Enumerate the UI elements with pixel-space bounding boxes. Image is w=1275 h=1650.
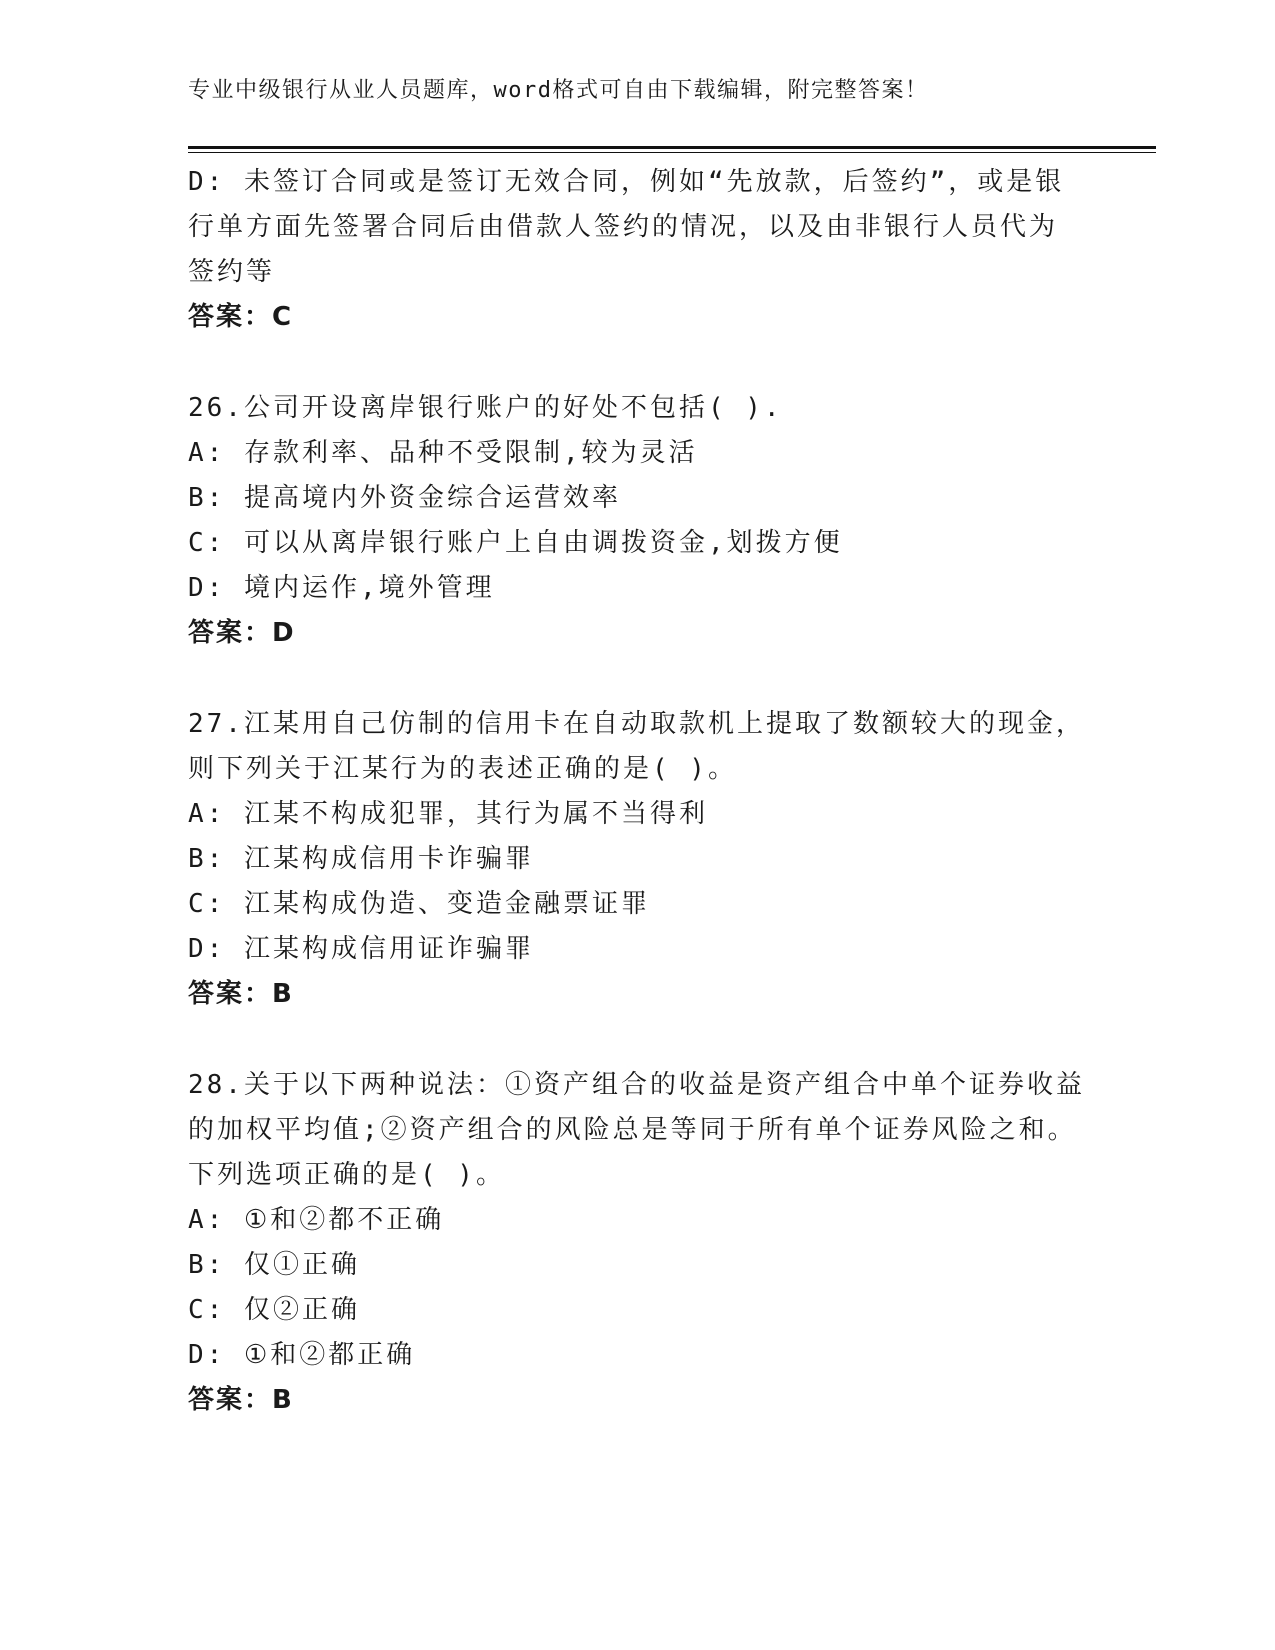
- page-header: 专业中级银行从业人员题库，word格式可自由下载编辑，附完整答案！: [188, 78, 929, 103]
- answer-line: 答案：D: [188, 618, 296, 648]
- option-d-line: 行单方面先签署合同后由借款人签约的情况，以及由非银行人员代为: [188, 212, 1059, 242]
- question-26: [188, 386, 1088, 656]
- option-b: B: 提高境内外资金综合运营效率: [188, 483, 621, 513]
- question-27: [188, 702, 1088, 1017]
- question-stem: 则下列关于江某行为的表述正确的是( )。: [188, 754, 737, 784]
- option-a: A: 存款利率、品种不受限制,较为灵活: [188, 438, 698, 468]
- answer-line: 答案：B: [188, 1385, 294, 1415]
- question-content: [188, 160, 1088, 1423]
- question-stem: 26.公司开设离岸银行账户的好处不包括( ).: [188, 393, 783, 423]
- answer-line: 答案：C: [188, 302, 294, 332]
- question-stem: 下列选项正确的是( )。: [188, 1160, 505, 1190]
- header-rule-thick: [188, 146, 1156, 149]
- option-a: A: 江某不构成犯罪，其行为属不当得利: [188, 799, 708, 829]
- question-stem: 的加权平均值;②资产组合的风险总是等同于所有单个证券风险之和。: [188, 1115, 1077, 1145]
- option-d: D: 境内运作,境外管理: [188, 573, 495, 603]
- option-d: D: ①和②都正确: [188, 1340, 416, 1370]
- option-c: C: 仅②正确: [188, 1295, 360, 1325]
- option-d: D: 江某构成信用证诈骗罪: [188, 934, 534, 964]
- option-b: B: 仅①正确: [188, 1250, 360, 1280]
- option-d-line: 签约等: [188, 257, 276, 287]
- option-b: B: 江某构成信用卡诈骗罪: [188, 844, 534, 874]
- option-a: A: ①和②都不正确: [188, 1205, 445, 1235]
- option-c: C: 可以从离岸银行账户上自由调拨资金,划拨方便: [188, 528, 843, 558]
- question-stem: 27.江某用自己仿制的信用卡在自动取款机上提取了数额较大的现金，: [188, 709, 1085, 739]
- answer-line: 答案：B: [188, 979, 294, 1009]
- header-rule-thin: [188, 152, 1156, 153]
- question-28: [188, 1063, 1088, 1423]
- spacer: [188, 656, 1088, 702]
- option-d-line: D: 未签订合同或是签订无效合同，例如“先放款，后签约”，或是银: [188, 167, 1065, 197]
- spacer: [188, 340, 1088, 386]
- option-c: C: 江某构成伪造、变造金融票证罪: [188, 889, 650, 919]
- spacer: [188, 1017, 1088, 1063]
- prev-question: [188, 160, 1088, 340]
- question-stem: 28.关于以下两种说法：①资产组合的收益是资产组合中单个证券收益: [188, 1070, 1085, 1100]
